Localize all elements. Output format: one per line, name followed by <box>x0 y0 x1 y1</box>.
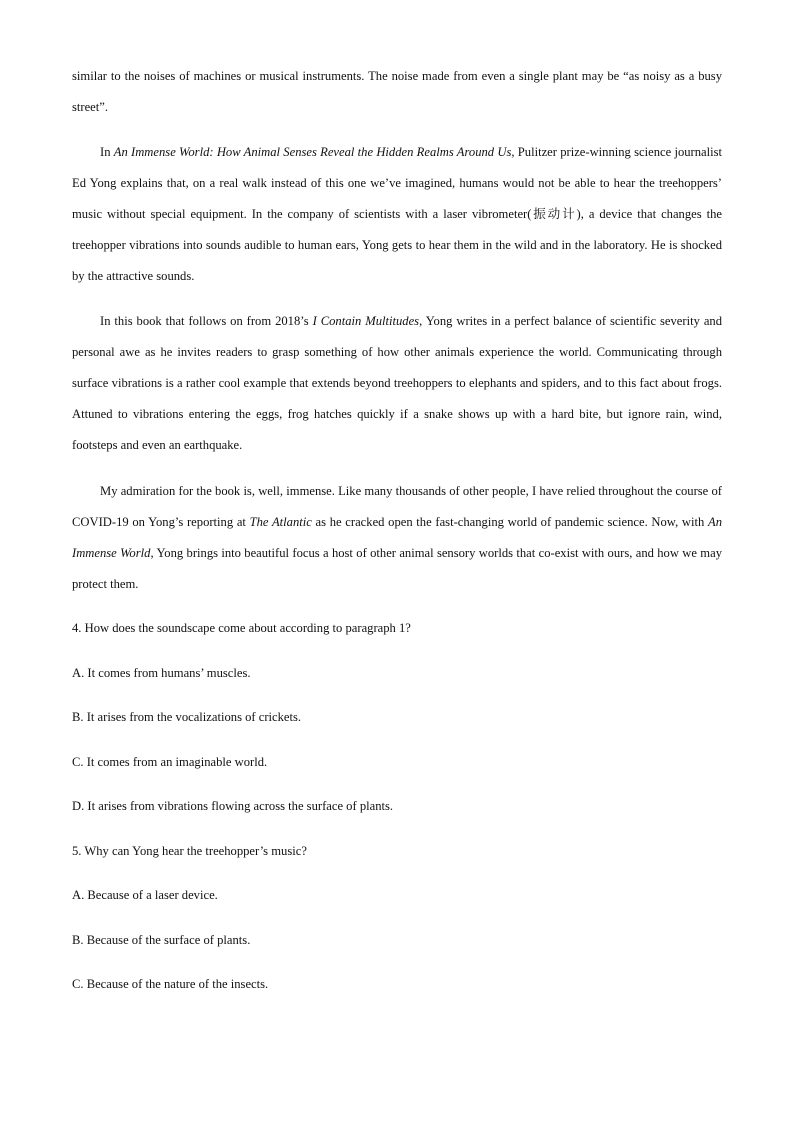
answer-option: B. Because of the surface of plants. <box>72 933 251 947</box>
paragraph-text: My admiration for the book is, well, immense. Like many thousands of other people, I have relied throughout the course of COVID-19 on Yong’s reporting at <box>72 484 722 529</box>
answer-option: C. Because of the nature of the insects. <box>72 977 269 991</box>
paragraph-book-review <box>72 306 722 461</box>
question-stem: 4. How does the soundscape come about according to paragraph 1? <box>72 621 411 635</box>
answer-option: D. It arises from vibrations flowing across the surface of plants. <box>72 799 394 813</box>
answer-option: A. Because of a laser device. <box>72 888 218 902</box>
paragraph-text: , Yong brings into beautiful focus a host of other animal sensory worlds that co-exist with ours, and how we may protect them. <box>72 546 722 591</box>
paragraph-text: , Yong writes in a perfect balance of scientific severity and personal awe as he invites readers to grasp something of how other animals experience the world. Communicating through surface vibrations is a rather cool example that extends beyond treehoppers to elephants and spiders, and to this fact about frogs. Attuned to vibrations entering the eggs, frog hatches quickly if a snake shows up with a hard bite, but ignore rain, wind, footsteps and even an earthquake. <box>72 314 722 452</box>
paragraph-admiration <box>72 476 722 600</box>
paragraph-text: In <box>100 145 114 159</box>
magazine-title: The Atlantic <box>249 515 312 529</box>
book-title: An Immense World <box>72 515 722 560</box>
paragraph-text: similar to the noises of machines or musical instruments. The noise made from even a single plant may be “as noisy as a busy street”. <box>72 69 722 114</box>
paragraph-book-intro <box>72 137 722 292</box>
answer-option: B. It arises from the vocalizations of crickets. <box>72 710 302 724</box>
answer-option: C. It comes from an imaginable world. <box>72 755 268 769</box>
question-stem: 5. Why can Yong hear the treehopper’s music? <box>72 844 307 858</box>
paragraph-text: In this book that follows on from 2018’s <box>100 314 313 328</box>
paragraph-continuation <box>72 61 722 123</box>
paragraph-text: as he cracked open the fast-changing world of pandemic science. Now, with <box>311 515 708 529</box>
answer-option: A. It comes from humans’ muscles. <box>72 666 251 680</box>
book-title: I Contain Multitudes <box>312 314 420 328</box>
book-title: An Immense World: How Animal Senses Reveal the Hidden Realms Around Us <box>113 145 512 159</box>
paragraph-text: , Pulitzer prize-winning science journalist Ed Yong explains that, on a real walk instead of this one we’ve imagined, humans would not be able to hear the treehoppers’ music without special equipment. In the company of scientists with a laser vibrometer(振动计), a device that changes the treehopper vibrations into sounds audible to human ears, Yong gets to hear them in the wild and in the laboratory. He is shocked by the attractive sounds. <box>72 145 723 283</box>
